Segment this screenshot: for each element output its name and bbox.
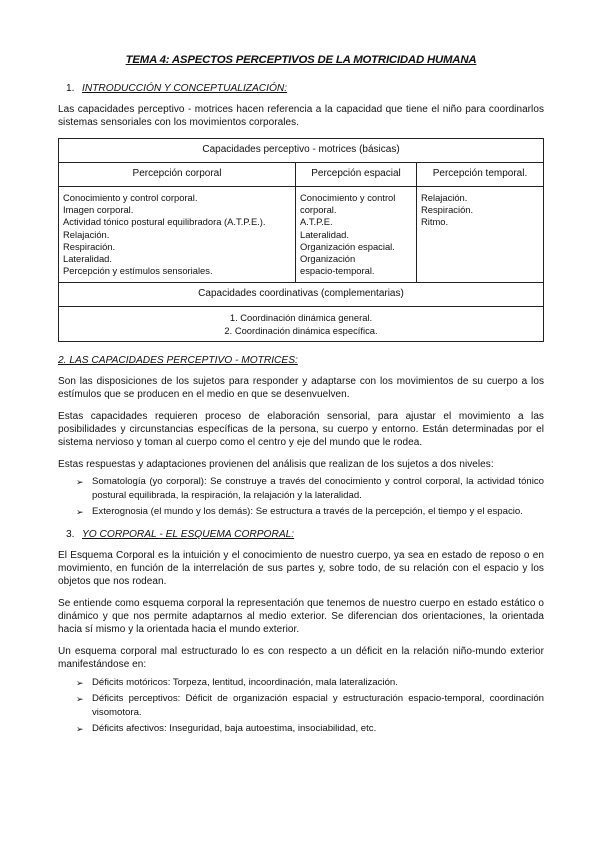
section3-paragraph: Se entiende como esquema corporal la representación que tenemos de nuestro cuerpo en estado estático o dinámico y que nos permite adaptarnos al medio exterior. Se diferencian dos orientaciones, la orientada hacia sí mismo y la orientada hacia el mundo exterior.: [58, 598, 544, 635]
cell-corporal: [59, 187, 296, 283]
bullet-text: Exterognosia (el mundo y los demás): Se estructura a través de la percepción, el tiempo y el espacio.: [92, 506, 523, 517]
arrow-bullet-icon: ➢: [76, 507, 84, 517]
table-line: Ritmo.: [421, 216, 449, 228]
list-item: [58, 722, 544, 736]
table-line: Lateralidad.: [63, 253, 112, 265]
cell-temporal: [417, 187, 544, 283]
table-line: Percepción y estímulos sensoriales.: [63, 265, 213, 277]
section3-paragraph: Un esquema corporal mal estructurado lo es con respecto a un déficit en la relación niño-mundo exterior manifestándose en:: [58, 646, 544, 670]
table-line: Imagen corporal.: [63, 204, 134, 216]
table-line: Organización: [300, 253, 356, 265]
bullet-text: Déficits perceptivos: Déficit de organización espacial y estructuración espacio-temporal, coordinación visomotora.: [92, 693, 544, 718]
arrow-bullet-icon: ➢: [76, 694, 84, 704]
section1-heading-text: INTRODUCCIÓN Y CONCEPTUALIZACIÓN:: [82, 83, 288, 94]
section3-heading: [58, 529, 544, 540]
section1-paragraph: Las capacidades perceptivo - motrices hacen referencia a la capacidad que tiene el niño para coordinarlos sistemas sensoriales con los movimientos corporales.: [58, 104, 544, 128]
coordinative-item: 1. Coordinación dinámica general.: [229, 312, 373, 323]
list-item: [58, 692, 544, 720]
coordinative-item: 2. Coordinación dinámica específica.: [224, 325, 378, 336]
table-line: A.T.P.E.: [300, 216, 333, 228]
section1-heading: [58, 83, 544, 94]
bullet-text: Déficits motóricos: Torpeza, lentitud, incoordinación, mala lateralización.: [92, 677, 398, 688]
arrow-bullet-icon: ➢: [76, 678, 84, 688]
section1-number: 1.: [66, 83, 75, 94]
table-header: Capacidades perceptivo - motrices (básicas): [59, 139, 544, 163]
document-page: [58, 48, 544, 744]
table-line: Respiración.: [421, 204, 474, 216]
column-header-espacial: Percepción espacial: [296, 163, 417, 187]
list-item: [58, 505, 544, 519]
section2-paragraph: Estas capacidades requieren proceso de elaboración sensorial, para ajustar el movimiento a las posibilidades y circunstancias específicas de la persona, su cuerpo y entorno. Están determinadas por el sistema nervioso y toman al cuerpo como el centro y eje del mundo que le rodea.: [58, 411, 544, 448]
table-line: Relajación.: [63, 228, 110, 240]
section2-paragraph: Son las disposiciones de los sujetos para responder y adaptarse con los movimientos de su cuerpo a los estímulos que se producen en el medio en que se desenvuelven.: [58, 376, 544, 400]
section2-bullet-list: [58, 475, 544, 519]
capacities-table: [58, 138, 544, 342]
table-line: Conocimiento y control corporal.: [63, 192, 198, 203]
coordinative-header: Capacidades coordinativas (complementarias): [59, 283, 544, 307]
table-line: Actividad tónico postural equilibradora (A.T.P.E.).: [63, 216, 266, 228]
coordinative-list: [59, 307, 544, 342]
arrow-bullet-icon: ➢: [76, 477, 84, 487]
table-line: Conocimiento y control: [300, 192, 396, 203]
bullet-text: Déficits afectivos: Inseguridad, baja autoestima, insociabilidad, etc.: [92, 723, 377, 734]
section3-paragraph: El Esquema Corporal es la intuición y el conocimiento de nuestro cuerpo, ya sea en estado de reposo o en movimiento, en función de la interrelación de sus partes y, sobre todo, de su relación con el espacio y los objetos que nos rodean.: [58, 550, 544, 587]
arrow-bullet-icon: ➢: [76, 724, 84, 734]
list-item: [58, 676, 544, 690]
table-line: espacio-temporal.: [300, 265, 375, 277]
table-line: Organización espacial.: [300, 240, 395, 252]
page-title: TEMA 4: ASPECTOS PERCEPTIVOS DE LA MOTRICIDAD HUMANA: [125, 54, 477, 66]
section3-heading-text: YO CORPORAL - EL ESQUEMA CORPORAL:: [82, 529, 295, 540]
cell-espacial: [296, 187, 417, 283]
column-header-temporal: Percepción temporal.: [417, 163, 544, 187]
table-line: Lateralidad.: [300, 228, 349, 240]
bullet-text: Somatología (yo corporal): Se construye a través del conocimiento y control corporal, la actividad tónico postural equilibrada, la respiración, la relajación y la lateralidad.: [92, 476, 544, 501]
section3-number: 3.: [66, 529, 75, 540]
table-line: corporal.: [300, 204, 337, 216]
section2-paragraph: Estas respuestas y adaptaciones provienen del análisis que realizan de los sujetos a dos niveles:: [58, 459, 494, 470]
list-item: [58, 475, 544, 503]
table-line: Relajación.: [421, 192, 468, 203]
section2-heading: 2. LAS CAPACIDADES PERCEPTIVO - MOTRICES:: [58, 355, 298, 366]
column-header-corporal: Percepción corporal: [59, 163, 296, 187]
table-line: Respiración.: [63, 240, 116, 252]
section3-bullet-list: [58, 676, 544, 736]
